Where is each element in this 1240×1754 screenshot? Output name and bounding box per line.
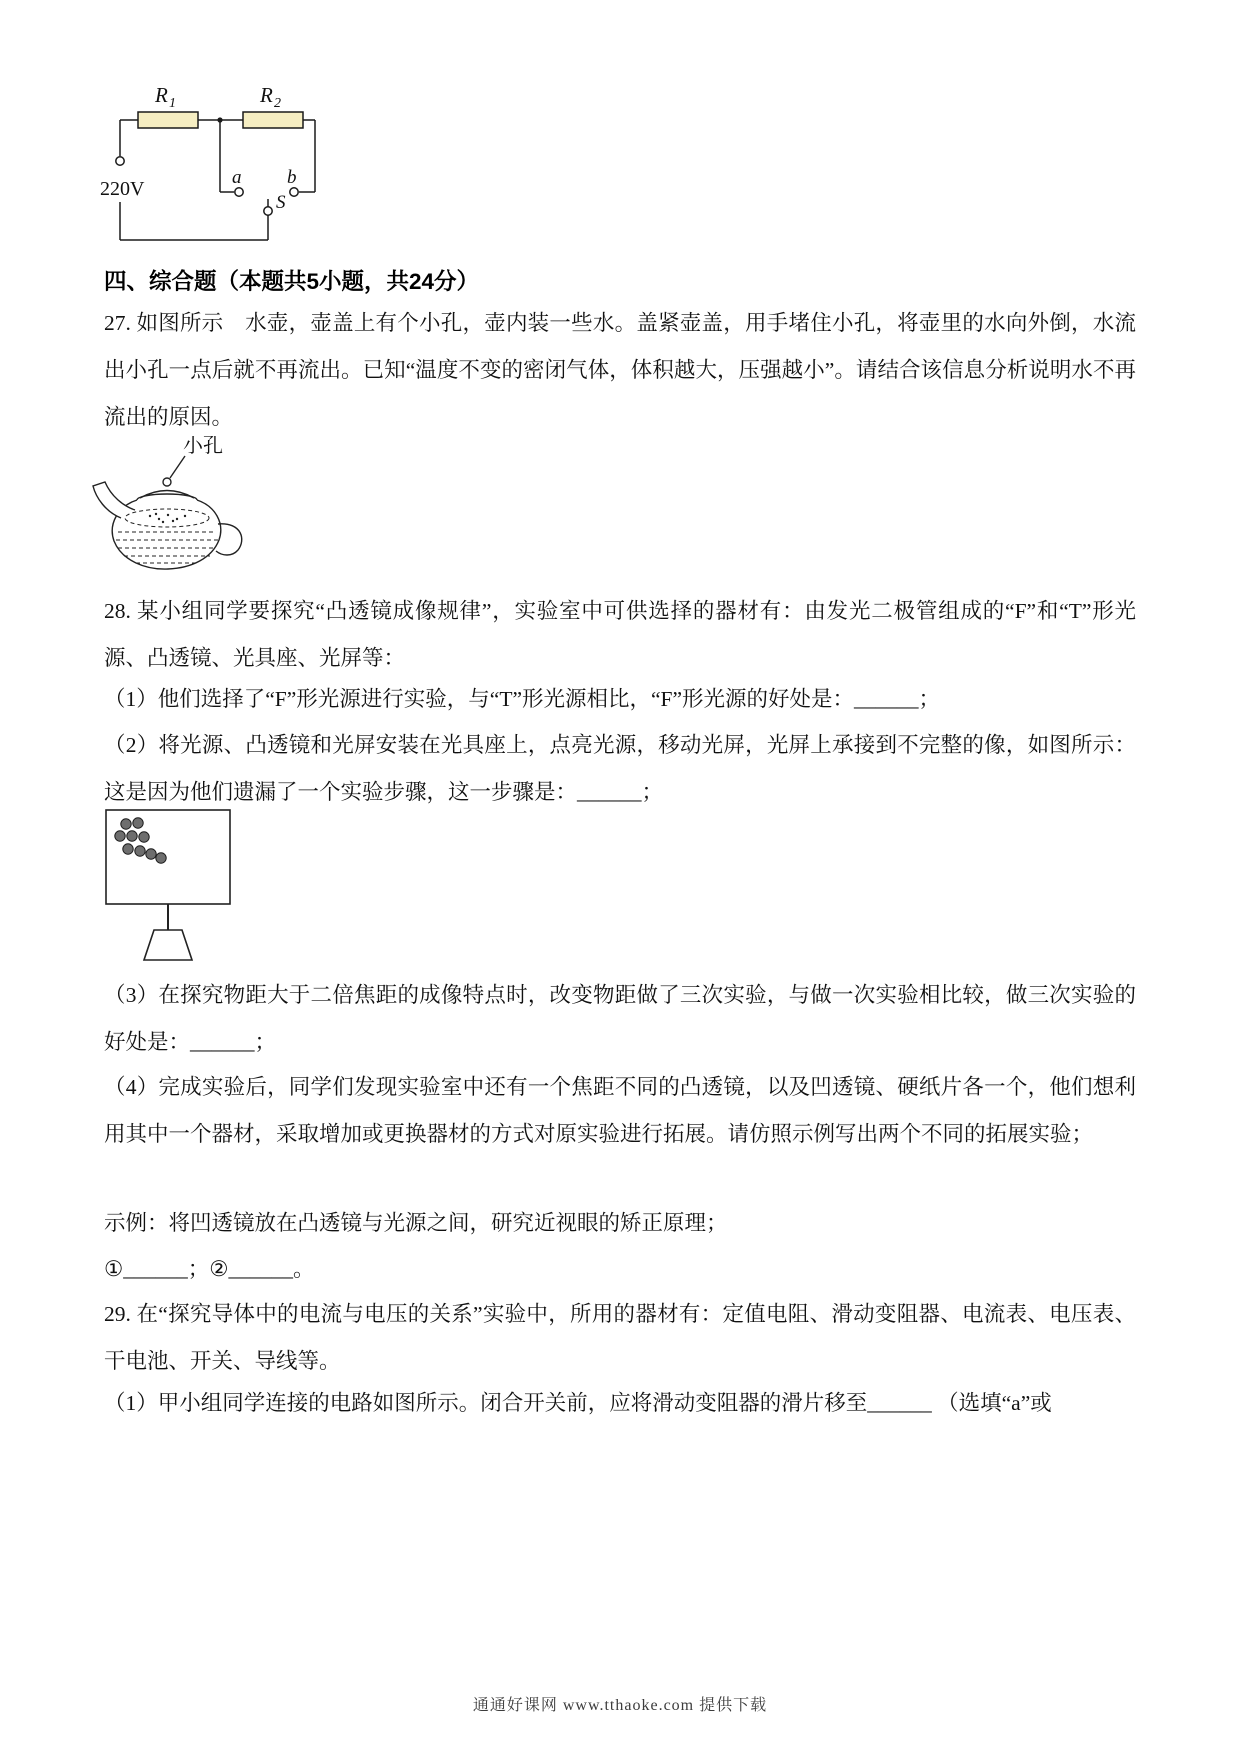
question-27-text: 27. 如图所示 水壶，壶盖上有个小孔，壶内装一些水。盖紧壶盖，用手堵住小孔，将壶里的水向外倒，水流出小孔一点后就不再流出。已知“温度不变的密闭气体，体积越大，压强越小”。请结合该信息分析说明水不再流出的原因。: [104, 311, 1136, 429]
question-28-blanks: ①______；②______。: [104, 1257, 315, 1281]
circuit-diagram-figure: [100, 80, 335, 260]
resistor-r1: [138, 112, 198, 128]
question-29-intro: 29. 在“探究导体中的电流与电压的关系”实验中，所用的器材有：定值电阻、滑动变阻器、电流表、电压表、干电池、开关、导线等。: [104, 1302, 1136, 1373]
small-hole-label: 小孔: [183, 436, 223, 457]
page-footer: 通通好课网 www.tthaoke.com 提供下载: [472, 1697, 768, 1714]
source-terminal: [116, 157, 124, 165]
section-header: 四、综合题（本题共5小题，共24分）: [104, 269, 480, 294]
question-28-part1: （1）他们选择了“F”形光源进行实验，与“T”形光源相比，“F”形光源的好处是：______；: [104, 687, 941, 711]
stand-base: [144, 930, 192, 960]
light-screen-figure: [102, 806, 237, 966]
question-28-part3: （3）在探究物距大于二倍焦距的成像特点时，改变物距做了三次实验，与做一次实验相比较，做三次实验的好处是：______；: [104, 983, 1136, 1054]
terminal-a-label: a: [232, 167, 242, 188]
teapot-spout: [93, 482, 135, 518]
resistor1-label: R: [155, 83, 168, 107]
teapot-figure: [88, 436, 318, 576]
question-28-part2: （2）将光源、凸透镜和光屏安装在光具座上，点亮光源，移动光屏，光屏上承接到不完整的像，如图所示：这是因为他们遗漏了一个实验步骤，这一步骤是：______；: [104, 733, 1136, 804]
resistor2-subscript: 2: [274, 96, 281, 111]
terminal-b-contact: [290, 188, 298, 196]
question-29-part1: （1）甲小组同学连接的电路如图所示。闭合开关前，应将滑动变阻器的滑片移至______ （选填“a”或: [104, 1391, 1052, 1415]
question-28-example: 示例：将凹透镜放在凸透镜与光源之间，研究近视眼的矫正原理；: [104, 1211, 728, 1235]
resistor-r2: [243, 112, 303, 128]
voltage-label: 220V: [100, 178, 145, 200]
lid-knob: [163, 478, 171, 486]
resistor2-label: R: [260, 83, 273, 107]
question-28-part4: （4）完成实验后，同学们发现实验室中还有一个焦距不同的凸透镜，以及凹透镜、硬纸片各一个，他们想利用其中一个器材，采取增加或更换器材的方式对原实验进行拓展。请仿照示例写出两个不同的拓展实验；: [104, 1075, 1136, 1146]
switch-contact: [264, 207, 272, 215]
question-28-intro: 28. 某小组同学要探究“凸透镜成像规律”，实验室中可供选择的器材有：由发光二极管组成的“F”和“T”形光源、凸透镜、光具座、光屏等：: [104, 599, 1136, 670]
junction-dot: [217, 117, 222, 122]
resistor1-subscript: 1: [169, 96, 176, 111]
hole-leader-line: [170, 456, 185, 478]
terminal-a-contact: [235, 188, 243, 196]
terminal-b-label: b: [287, 167, 297, 188]
switch-label: S: [276, 192, 286, 213]
circuit-wires: [120, 120, 315, 240]
